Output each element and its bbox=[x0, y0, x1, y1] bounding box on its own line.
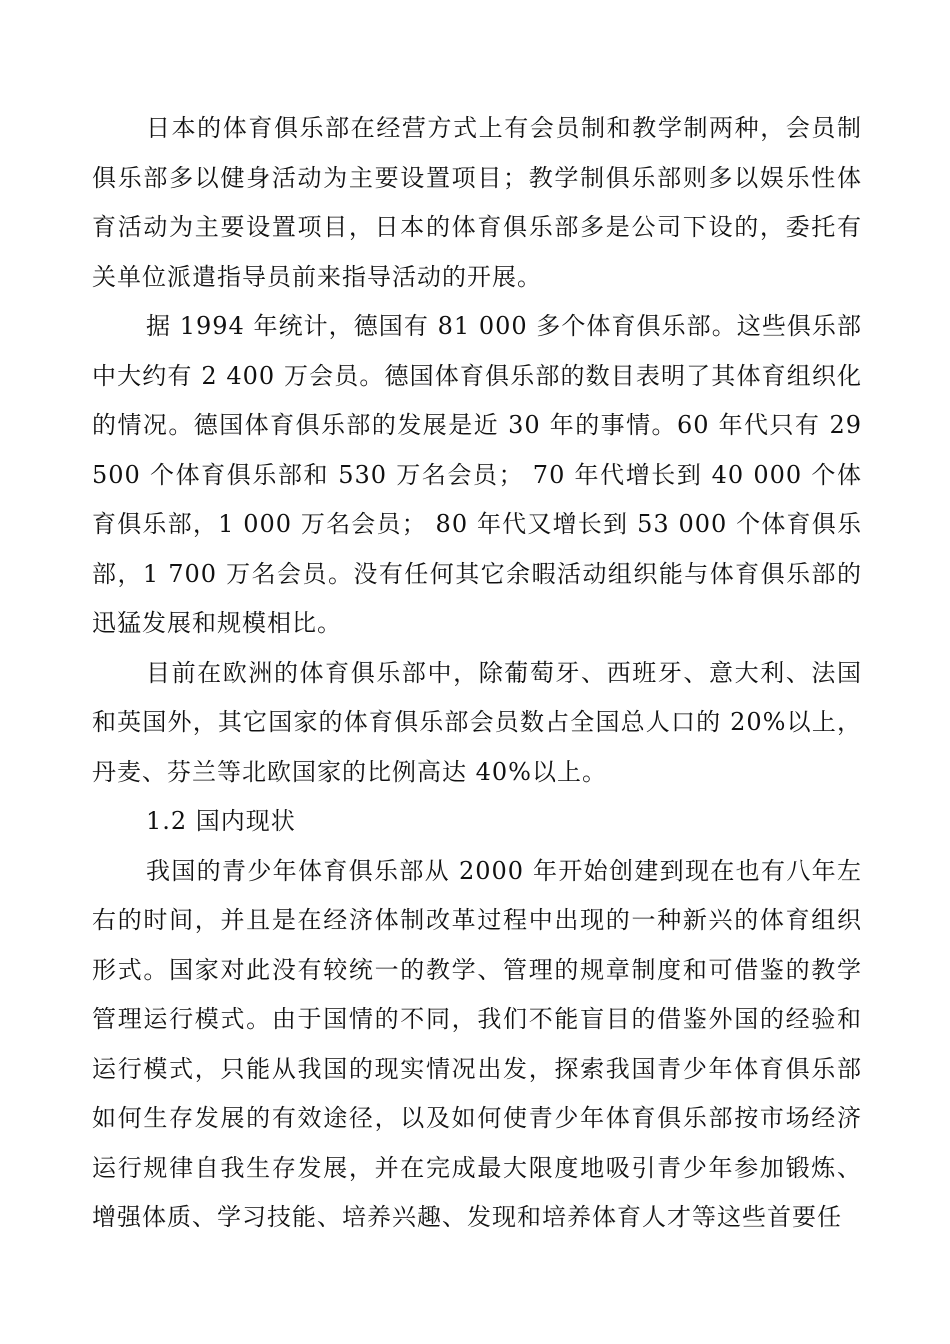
paragraph-domestic-status: 我国的青少年体育俱乐部从 2000 年开始创建到现在也有八年左右的时间，并且是在经济体制改革过程中出现的一种新兴的体育组织形式。国家对此没有较统一的教学、管理的规章制度和可借鉴的教学管理运行模式。由于国情的不同，我们不能盲目的借鉴外国的经验和运行模式，只能从我国的现实情况出发，探索我国青少年体育俱乐部如何生存发展的有效途径，以及如何使青少年体育俱乐部按市场经济运行规律自我生存发展，并在完成最大限度地吸引青少年参加锻炼、增强体质、学习技能、培养兴趣、发现和培养体育人才等这些首要任 bbox=[92, 856, 862, 1231]
document-body bbox=[92, 104, 862, 1243]
paragraph-europe-clubs: 目前在欧洲的体育俱乐部中，除葡萄牙、西班牙、意大利、法国和英国外，其它国家的体育俱乐部会员数占全国总人口的 20%以上，丹麦、芬兰等北欧国家的比例高达 40%以上。 bbox=[92, 658, 862, 786]
paragraph-japan-clubs: 日本的体育俱乐部在经营方式上有会员制和教学制两种，会员制俱乐部多以健身活动为主要设置项目；教学制俱乐部则多以娱乐性体育活动为主要设置项目，日本的体育俱乐部多是公司下设的，委托有关单位派遣指导员前来指导活动的开展。 bbox=[92, 114, 862, 291]
section-heading: 1.2 国内现状 bbox=[146, 807, 296, 835]
paragraph-germany-clubs: 据 1994 年统计，德国有 81 000 多个体育俱乐部。这些俱乐部中大约有 2 400 万会员。德国体育俱乐部的数目表明了其体育组织化的情况。德国体育俱乐部的发展是近 30 年的事情。60 年代只有 29 500 个体育俱乐部和 530 万名会员； 70 年代增长到 40 000 个体育俱乐部，1 000 万名会员； 80 年代又增长到 53 000 个体育俱乐部，1 700 万名会员。没有任何其它余暇活动组织能与体育俱乐部的迅猛发展和规模相比。 bbox=[92, 312, 862, 637]
